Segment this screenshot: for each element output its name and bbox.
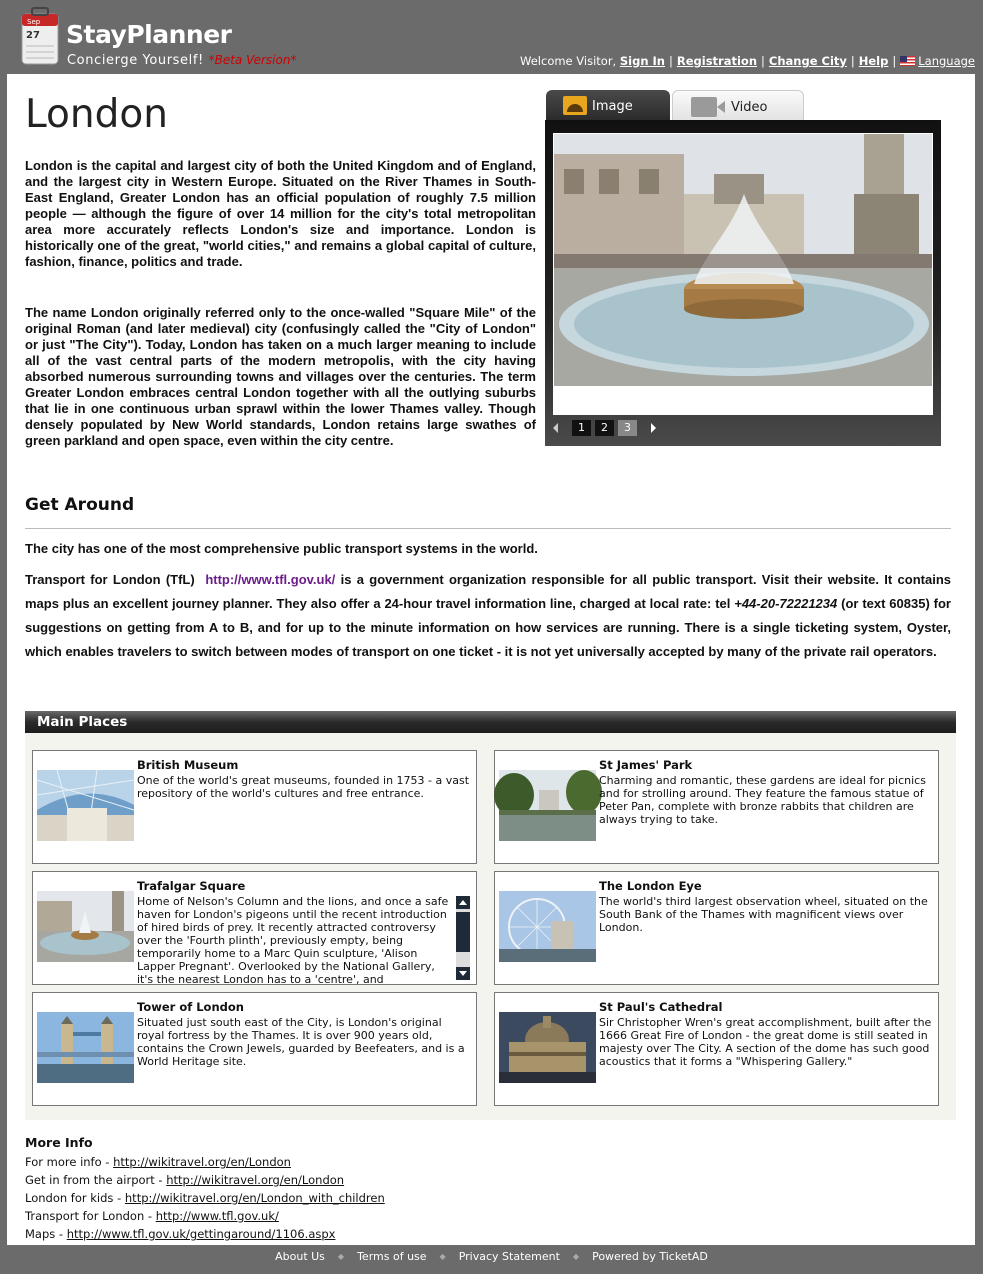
st-james-park-thumbnail[interactable] xyxy=(499,770,596,841)
next-arrow-icon[interactable] xyxy=(651,423,656,433)
nav-separator: | xyxy=(892,54,897,68)
sign-in-link[interactable]: Sign In xyxy=(619,54,665,68)
prev-arrow-icon[interactable] xyxy=(553,423,558,433)
main-places-heading: Main Places xyxy=(25,711,956,733)
svg-text:27: 27 xyxy=(26,30,40,41)
place-title[interactable]: St Paul's Cathedral xyxy=(599,1000,723,1014)
place-description: One of the world's great museums, founded in 1753 - a vast repository of the world's cultures and free entrance. xyxy=(137,774,470,800)
more-info-label: Get in from the airport - xyxy=(25,1173,163,1187)
get-around-text-2: is a government organization responsible for all public transport. Visit their website. It contains maps plus an excellent journey planner. They also offer a 24-hour travel information line, charged at local rate: tel xyxy=(25,572,952,611)
british-museum-thumbnail[interactable] xyxy=(37,770,134,841)
tab-video[interactable] xyxy=(672,90,804,120)
tab-video-label: Video xyxy=(731,100,768,115)
more-info-section xyxy=(25,1134,385,1243)
place-title[interactable]: Trafalgar Square xyxy=(137,879,246,893)
more-info-label: Transport for London - xyxy=(25,1209,153,1223)
media-viewer xyxy=(545,90,941,448)
svg-text:Sep: Sep xyxy=(27,18,41,26)
place-description: Sir Christopher Wren's great accomplishment, built after the 1666 Great Fire of London - the great dome is still seated in majesty over The City. A section of the dome has such good acoustics that it forms a "Whispering Gallery." xyxy=(599,1016,932,1068)
more-info-row xyxy=(25,1171,385,1189)
get-around-body xyxy=(25,568,951,664)
powered-by-text: Powered by TicketAD xyxy=(592,1250,708,1263)
change-city-link[interactable]: Change City xyxy=(768,54,847,68)
more-info-row xyxy=(25,1225,385,1243)
more-info-label: Maps - xyxy=(25,1227,64,1241)
divider xyxy=(25,528,951,529)
more-info-link[interactable]: http://www.tfl.gov.uk/gettingaround/1106.aspx xyxy=(66,1227,336,1241)
get-around-heading: Get Around xyxy=(25,495,135,515)
place-description: Home of Nelson's Column and the lions, and once a safe haven for London's pigeons until the recent introduction of hired birds of prey. It recently attracted controversy over the 'Fourth plinth', previously empty, being temporarily home to a Marc Quin sculpture, 'Alison Lapper Pregnant'. Overlooked by the National Gallery, it's the nearest London has to a 'centre', and xyxy=(137,895,449,986)
page-button-3[interactable]: 3 xyxy=(618,420,637,436)
tagline-text: Concierge Yourself! xyxy=(67,53,204,68)
logo-tagline xyxy=(67,53,296,68)
page-button-1[interactable]: 1 xyxy=(572,420,591,436)
place-title[interactable]: St James' Park xyxy=(599,758,693,772)
tab-image-label: Image xyxy=(592,99,633,114)
place-title[interactable]: The London Eye xyxy=(599,879,702,893)
privacy-link[interactable]: Privacy Statement xyxy=(458,1250,560,1263)
nav-separator: | xyxy=(761,54,765,68)
welcome-text: Welcome Visitor, xyxy=(520,54,617,68)
st-pauls-cathedral-thumbnail[interactable] xyxy=(499,1012,596,1083)
footer-separator: ◆ xyxy=(439,1252,446,1261)
site-footer xyxy=(0,1245,983,1274)
more-info-label: London for kids - xyxy=(25,1191,122,1205)
place-description: The world's third largest observation wheel, situated on the South Bank of the Thames with magnificent views over London. xyxy=(599,895,928,934)
top-nav xyxy=(520,54,975,68)
tower-bridge-thumbnail[interactable] xyxy=(37,1012,134,1083)
footer-separator: ◆ xyxy=(337,1252,345,1261)
place-card[interactable] xyxy=(32,871,477,985)
page-title: London xyxy=(25,92,168,137)
get-around-text-1: Transport for London (TfL) xyxy=(25,572,195,587)
footer-separator: ◆ xyxy=(572,1252,580,1261)
get-around-lead: The city has one of the most comprehensive public transport systems in the world. xyxy=(25,541,538,556)
place-card[interactable] xyxy=(32,750,477,864)
main-places-panel xyxy=(25,711,956,1120)
us-flag-icon xyxy=(900,56,915,66)
place-description: Situated just south east of the City, is London's original royal fortress by the Thames. It is over 900 years old, contains the Crown Jewels, guarded by Beefeaters, and is a World Heritage site. xyxy=(137,1016,465,1068)
more-info-link[interactable]: http://www.tfl.gov.uk/ xyxy=(155,1209,279,1223)
place-card[interactable] xyxy=(494,750,939,864)
page-button-2[interactable]: 2 xyxy=(595,420,614,436)
more-info-label: For more info - xyxy=(25,1155,110,1169)
scrollbar-thumb[interactable] xyxy=(456,912,470,952)
help-link[interactable]: Help xyxy=(858,54,889,68)
image-viewer xyxy=(545,120,941,446)
photo-frame xyxy=(553,133,933,415)
place-title[interactable]: British Museum xyxy=(137,758,239,772)
image-icon xyxy=(563,96,587,115)
phone-number: +44-20-72221234 xyxy=(734,596,838,611)
more-info-heading: More Info xyxy=(25,1135,93,1150)
language-link[interactable]: Language xyxy=(918,54,975,68)
trafalgar-square-photo xyxy=(554,134,932,386)
registration-link[interactable]: Registration xyxy=(676,54,758,68)
about-us-link[interactable]: About Us xyxy=(275,1250,325,1263)
tab-image[interactable] xyxy=(546,90,670,120)
main-content xyxy=(7,74,975,1245)
get-around-text-3: (or text 60835) for suggestions on getting from A to B, and for up to the minute information on how services are running. There is a single ticketing system, Oyster, which enables travelers to switch between modes of transport on one ticket - it is not yet universally accepted by many of the private rail operators. xyxy=(25,596,951,659)
logo-title[interactable]: StayPlanner xyxy=(66,20,232,49)
place-card[interactable] xyxy=(494,871,939,985)
more-info-link[interactable]: http://wikitravel.org/en/London_with_children xyxy=(124,1191,385,1205)
terms-link[interactable]: Terms of use xyxy=(357,1250,427,1263)
place-description: Charming and romantic, these gardens are ideal for picnics and for strolling around. They feature the famous statue of Peter Pan, complete with bronze rabbits that children are always trying to take. xyxy=(599,774,926,826)
more-info-row xyxy=(25,1153,385,1171)
beta-label: *Beta Version* xyxy=(208,53,297,67)
tfl-link[interactable]: http://www.tfl.gov.uk/ xyxy=(205,572,336,587)
trafalgar-square-thumbnail[interactable] xyxy=(37,891,134,962)
nav-separator: | xyxy=(669,54,673,68)
calendar-suitcase-logo-icon[interactable] xyxy=(18,6,62,66)
place-card[interactable] xyxy=(494,992,939,1106)
video-camera-icon xyxy=(691,97,717,117)
scroll-down-icon[interactable] xyxy=(456,967,470,980)
more-info-row xyxy=(25,1207,385,1225)
more-info-row xyxy=(25,1189,385,1207)
description-scrollbar[interactable] xyxy=(456,896,470,980)
image-pager xyxy=(553,419,656,437)
london-eye-thumbnail[interactable] xyxy=(499,891,596,962)
nav-separator: | xyxy=(850,54,855,68)
place-card[interactable] xyxy=(32,992,477,1106)
site-header xyxy=(0,0,983,74)
scroll-up-icon[interactable] xyxy=(456,896,470,909)
more-info-link[interactable]: http://wikitravel.org/en/London xyxy=(113,1155,291,1169)
place-title[interactable]: Tower of London xyxy=(137,1000,244,1014)
more-info-link[interactable]: http://wikitravel.org/en/London xyxy=(166,1173,345,1187)
intro-paragraph-2: The name London originally referred only to the once-walled "Square Mile" of the original Roman (and later medieval) city (confusingly called the "City of London" or just "The City"). Today, London has taken on a much larger meaning to include all of the vast central parts of the modern metropolis, with the city having absorbed numerous surrounding towns and villages over the centuries. The term Greater London embraces central London together with all the outlying suburbs that lie in one continuous urban sprawl within the lower Thames valley. Though densely populated by New World standards, London retains large swathes of green parkland and open space, even within the city centre. xyxy=(25,305,536,448)
intro-paragraph-1: London is the capital and largest city of both the United Kingdom and of England, and the largest city in Western Europe. Situated on the River Thames in South-East England, Greater London has an official population of roughly 7.5 million people — although the figure of over 14 million for the city's total metropolitan area more accurately reflects London's size and importance. London is historically one of the great, "world cities," and remains a global capital of culture, fashion, finance, politics and trade. xyxy=(25,158,536,269)
